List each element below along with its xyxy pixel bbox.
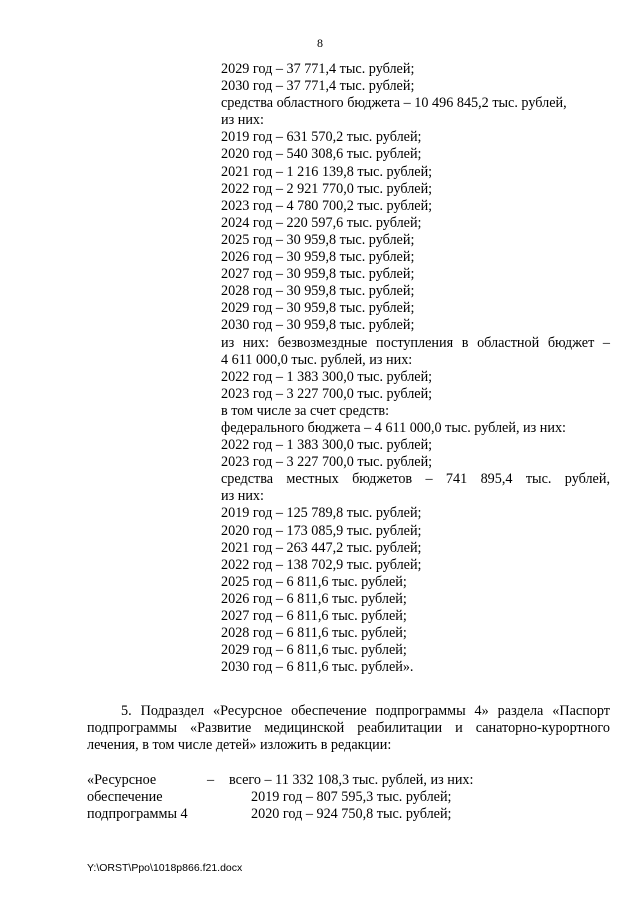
funding-line: 2029 год – 6 811,6 тыс. рублей; xyxy=(221,642,407,659)
funding-line: 2023 год – 4 780 700,2 тыс. рублей; xyxy=(221,197,433,214)
funding-line: 2028 год – 30 959,8 тыс. рублей; xyxy=(221,283,415,300)
funding-line: из них: xyxy=(221,112,264,129)
funding-line: 2028 год – 6 811,6 тыс. рублей; xyxy=(221,625,407,642)
row-dash: – xyxy=(207,772,215,788)
row-dash xyxy=(207,789,229,806)
document-file-path: Y:\ORST\Ppo\1018p866.f21.docx xyxy=(87,862,243,874)
funding-line: 2030 год – 6 811,6 тыс. рублей». xyxy=(221,659,414,676)
funding-line: 2020 год – 173 085,9 тыс. рублей; xyxy=(221,522,422,539)
funding-line: 2029 год – 30 959,8 тыс. рублей; xyxy=(221,300,415,317)
funding-line: 2022 год – 2 921 770,0 тыс. рублей; xyxy=(221,180,433,197)
funding-line: средства областного бюджета – 10 496 845,2 тыс. рублей, xyxy=(221,95,567,112)
funding-line: 2021 год – 1 216 139,8 тыс. рублей; xyxy=(221,163,433,180)
funding-line: федерального бюджета – 4 611 000,0 тыс. рублей, из них: xyxy=(221,419,567,436)
row-value: 2019 год – 807 595,3 тыс. рублей; xyxy=(251,789,452,806)
funding-line: 2025 год – 6 811,6 тыс. рублей; xyxy=(221,573,407,590)
funding-block xyxy=(221,61,610,676)
funding-line: в том числе за счет средств: xyxy=(221,402,390,419)
funding-line: 2021 год – 263 447,2 тыс. рублей; xyxy=(221,539,422,556)
funding-line: 2024 год – 220 597,6 тыс. рублей; xyxy=(221,214,422,231)
funding-line: 2026 год – 30 959,8 тыс. рублей; xyxy=(221,249,415,266)
funding-line: 2027 год – 30 959,8 тыс. рублей; xyxy=(221,266,415,283)
paragraph-line: лечения, в том числе детей» изложить в редакции: xyxy=(87,737,392,754)
row-label: обеспечение xyxy=(87,789,163,806)
funding-line: 2020 год – 540 308,6 тыс. рублей; xyxy=(221,146,422,163)
paragraph-line: подпрограммы «Развитие медицинской реабилитации и санаторно-курортного xyxy=(87,720,610,737)
table-row xyxy=(87,789,610,806)
row-label: «Ресурсное xyxy=(87,772,157,788)
funding-line: 2019 год – 631 570,2 тыс. рублей; xyxy=(221,129,422,146)
funding-line: 2023 год – 3 227 700,0 тыс. рублей; xyxy=(221,454,433,471)
funding-line: 2019 год – 125 789,8 тыс. рублей; xyxy=(221,505,422,522)
funding-line: 2025 год – 30 959,8 тыс. рублей; xyxy=(221,231,415,248)
page-number: 8 xyxy=(317,36,323,50)
funding-line: 2030 год – 37 771,4 тыс. рублей; xyxy=(221,78,415,95)
funding-line: 2029 год – 37 771,4 тыс. рублей; xyxy=(221,61,415,77)
paragraph-5 xyxy=(87,703,610,754)
funding-line: 2027 год – 6 811,6 тыс. рублей; xyxy=(221,608,407,624)
row-label: подпрограммы 4 xyxy=(87,806,188,823)
table-row xyxy=(87,772,610,789)
funding-line: из них: безвозмездные поступления в областной бюджет – xyxy=(221,334,610,351)
funding-line: 4 611 000,0 тыс. рублей, из них: xyxy=(221,351,413,368)
funding-line: 2026 год – 6 811,6 тыс. рублей; xyxy=(221,590,407,607)
table-row xyxy=(87,806,610,823)
row-value: всего – 11 332 108,3 тыс. рублей, из них: xyxy=(229,772,474,788)
funding-line: средства местных бюджетов – 741 895,4 тыс. рублей, xyxy=(221,471,610,488)
funding-line: 2030 год – 30 959,8 тыс. рублей; xyxy=(221,317,415,334)
row-dash xyxy=(207,806,229,823)
paragraph-line: 5. Подраздел «Ресурсное обеспечение подпрограммы 4» раздела «Паспорт xyxy=(121,703,610,719)
resource-table xyxy=(87,772,610,823)
funding-line: из них: xyxy=(221,488,264,505)
funding-line: 2022 год – 138 702,9 тыс. рублей; xyxy=(221,556,422,573)
funding-line: 2022 год – 1 383 300,0 тыс. рублей; xyxy=(221,368,433,385)
funding-line: 2022 год – 1 383 300,0 тыс. рублей; xyxy=(221,437,433,454)
row-value: 2020 год – 924 750,8 тыс. рублей; xyxy=(251,806,452,823)
funding-line: 2023 год – 3 227 700,0 тыс. рублей; xyxy=(221,385,433,402)
